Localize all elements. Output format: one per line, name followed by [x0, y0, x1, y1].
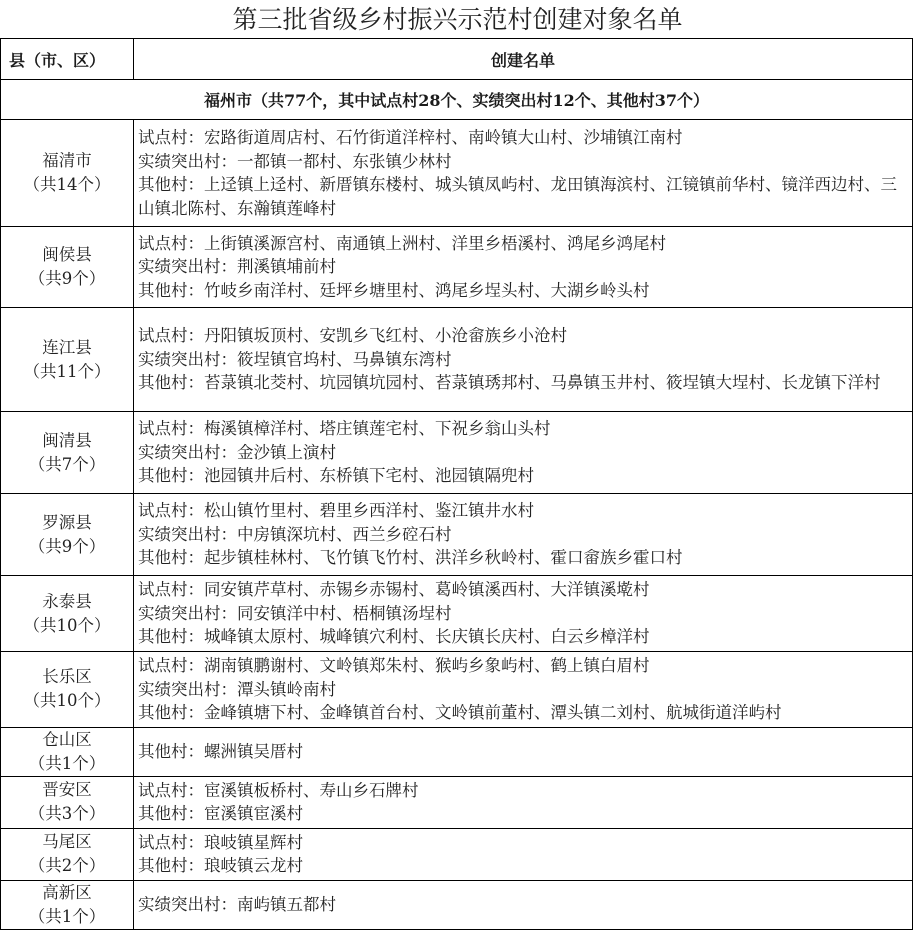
county-name: 永泰县 — [42, 591, 92, 611]
table-row — [1, 308, 913, 412]
list-line: 实绩突出村：同安镇洋中村、梧桐镇汤埕村 — [138, 603, 452, 623]
list-line: 实绩突出村：中房镇深坑村、西兰乡硿石村 — [138, 524, 452, 544]
county-name: 马尾区 — [42, 832, 92, 851]
table-row — [1, 576, 913, 652]
table-row — [1, 652, 913, 728]
list-line: 试点村：湖南镇鹏谢村、文岭镇郑朱村、猴屿乡象屿村、鹤上镇白眉村 — [138, 656, 650, 675]
list-line: 试点村：丹阳镇坂顶村、安凯乡飞红村、小沧畲族乡小沧村 — [138, 326, 567, 346]
list-line: 其他村：起步镇桂林村、飞竹镇飞竹村、洪洋乡秋岭村、霍口畲族乡霍口村 — [138, 548, 683, 568]
list-line: 实绩突出村：一都镇一都村、东张镇少林村 — [138, 151, 452, 171]
list-line: 实绩突出村：荆溪镇埔前村 — [138, 257, 336, 277]
list-line: 其他村：金峰镇塘下村、金峰镇首台村、文岭镇前董村、潭头镇二刘村、航城街道洋屿村 — [138, 703, 782, 722]
list-cell — [134, 412, 913, 494]
list-cell — [134, 727, 913, 776]
list-line: 实绩突出村：南屿镇五都村 — [138, 894, 336, 914]
header-county: 县（市、区） — [1, 39, 134, 80]
list-line: 试点村：梅溪镇樟洋村、塔庄镇莲宅村、下祝乡翁山头村 — [138, 419, 551, 439]
list-cell — [134, 494, 913, 576]
list-cell — [134, 120, 913, 227]
county-count: （共11个） — [23, 361, 111, 381]
list-cell — [134, 652, 913, 728]
list-line: 试点村：宦溪镇板桥村、寿山乡石牌村 — [138, 780, 419, 800]
city-summary-row — [1, 80, 913, 120]
county-count: （共7个） — [28, 454, 106, 474]
county-name: 晋安区 — [42, 780, 92, 799]
county-cell — [1, 727, 134, 776]
list-line: 实绩突出村：金沙镇上演村 — [138, 442, 336, 462]
county-name: 高新区 — [42, 882, 92, 902]
county-cell — [1, 227, 134, 308]
list-cell — [134, 880, 913, 929]
list-cell — [134, 776, 913, 828]
county-cell — [1, 776, 134, 828]
list-line: 试点村：宏路街道周店村、石竹街道洋梓村、南岭镇大山村、沙埔镇江南村 — [138, 128, 683, 147]
list-cell — [134, 227, 913, 308]
city-summary: 福州市（共77个，其中试点村28个、实绩突出村12个、其他村37个） — [1, 80, 913, 120]
county-count: （共2个） — [28, 856, 106, 875]
county-cell — [1, 412, 134, 494]
table-row — [1, 227, 913, 308]
county-count: （共9个） — [28, 269, 106, 288]
list-cell — [134, 576, 913, 652]
county-count: （共9个） — [28, 536, 106, 556]
list-line: 实绩突出村：筱埕镇官坞村、马鼻镇东湾村 — [138, 349, 452, 369]
list-line: 其他村：竹岐乡南洋村、廷坪乡塘里村、鸿尾乡埕头村、大湖乡岭头村 — [138, 280, 650, 300]
list-cell — [134, 308, 913, 412]
village-list-table — [0, 38, 913, 930]
county-count: （共1个） — [28, 753, 106, 773]
list-line: 其他村：城峰镇太原村、城峰镇穴利村、长庆镇长庆村、白云乡樟洋村 — [138, 627, 650, 647]
table-header-row — [1, 39, 913, 80]
table-row — [1, 120, 913, 227]
county-count: （共14个） — [23, 175, 111, 194]
list-line: 其他村：上迳镇上迳村、新厝镇东楼村、城头镇凤屿村、龙田镇海滨村、江镜镇前华村、镜洋西边村、三山镇北陈村、东瀚镇莲峰村 — [138, 175, 897, 218]
county-name: 连江县 — [42, 337, 92, 357]
county-count: （共3个） — [28, 804, 106, 823]
list-line: 试点村：琅岐镇星辉村 — [138, 832, 303, 852]
table-row — [1, 494, 913, 576]
county-name: 仓山区 — [42, 729, 92, 749]
table-row — [1, 828, 913, 880]
list-line: 试点村：同安镇芹草村、赤锡乡赤锡村、葛岭镇溪西村、大洋镇溪墘村 — [138, 580, 650, 600]
list-line: 其他村：池园镇井后村、东桥镇下宅村、池园镇隔兜村 — [138, 466, 534, 486]
list-line: 试点村：上街镇溪源宫村、南通镇上洲村、洋里乡梧溪村、鸿尾乡鸿尾村 — [138, 233, 666, 253]
header-list: 创建名单 — [134, 39, 913, 80]
county-name: 闽侯县 — [42, 245, 92, 264]
table-row — [1, 727, 913, 776]
table-row — [1, 412, 913, 494]
document-title: 第三批省级乡村振兴示范村创建对象名单 — [232, 5, 683, 34]
county-cell — [1, 880, 134, 929]
table-row — [1, 776, 913, 828]
list-line: 其他村：螺洲镇吴厝村 — [138, 741, 303, 761]
table-row — [1, 880, 913, 929]
list-line: 试点村：松山镇竹里村、碧里乡西洋村、鉴江镇井水村 — [138, 501, 534, 521]
county-count: （共10个） — [23, 691, 111, 711]
county-cell — [1, 120, 134, 227]
county-count: （共10个） — [23, 615, 111, 635]
county-cell — [1, 652, 134, 728]
county-name: 福清市 — [42, 151, 92, 170]
list-line: 其他村：琅岐镇云龙村 — [138, 856, 303, 875]
county-cell — [1, 828, 134, 880]
county-name: 闽清县 — [42, 430, 92, 450]
county-count: （共1个） — [28, 906, 106, 926]
county-cell — [1, 576, 134, 652]
list-line: 实绩突出村：潭头镇岭南村 — [138, 679, 336, 699]
county-name: 罗源县 — [42, 512, 92, 532]
county-cell — [1, 494, 134, 576]
list-line: 其他村：宦溪镇宦溪村 — [138, 804, 303, 823]
list-line: 其他村：苔菉镇北茭村、坑园镇坑园村、苔菉镇琇邦村、马鼻镇玉井村、筱埕镇大埕村、长龙镇下洋村 — [138, 373, 881, 393]
list-cell — [134, 828, 913, 880]
county-name: 长乐区 — [42, 667, 92, 687]
county-cell — [1, 308, 134, 412]
